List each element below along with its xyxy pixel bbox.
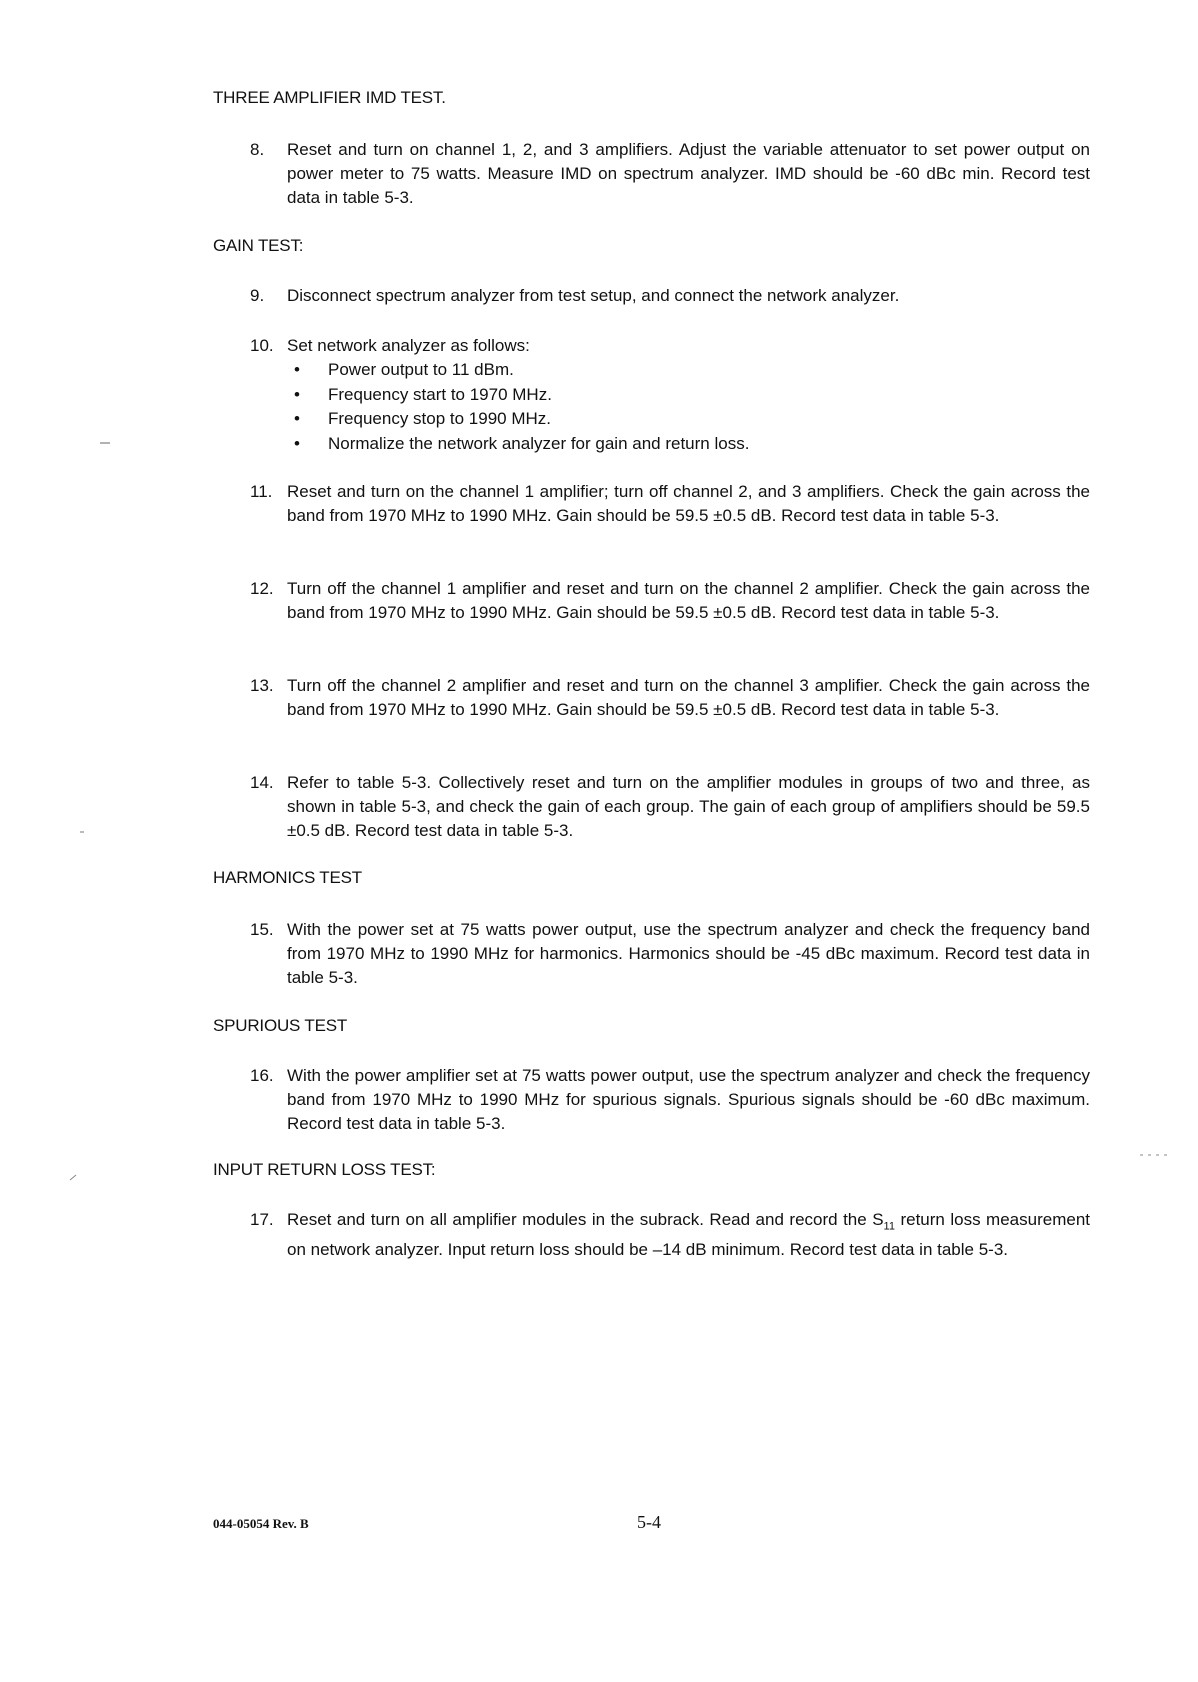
step-text: Turn off the channel 2 amplifier and reset and turn on the channel 3 amplifier. Check the gain across the band from 1970 MHz to 1990 MHz. Gain should be 59.5 ±0.5 dB. Record test data in table 5-3. <box>287 676 1090 719</box>
step-number: 16. <box>250 1066 274 1085</box>
section-heading-input-return-loss: INPUT RETURN LOSS TEST: <box>213 1160 436 1179</box>
document-number: 044-05054 Rev. B <box>213 1516 309 1531</box>
list-item: • Frequency start to 1970 MHz. <box>290 383 749 408</box>
step-text: Refer to table 5-3. Collectively reset and turn on the amplifier modules in groups of two and three, as shown in table 5-3, and check the gain of each group. The gain of each group of amplifiers should be 59.5 ±0.5 dB. Record test data in table 5-3. <box>287 773 1090 840</box>
page-number: 5-4 <box>637 1512 661 1532</box>
bullet-icon: • <box>294 433 300 453</box>
bullet-icon: • <box>294 384 300 404</box>
step-number: 9. <box>250 286 265 305</box>
step-text: Reset and turn on the channel 1 amplifier; turn off channel 2, and 3 amplifiers. Check the gain across the band from 1970 MHz to 1990 MHz. Gain should be 59.5 ±0.5 dB. Record test data in table 5-3. <box>287 482 1090 525</box>
step-number: 12. <box>250 579 274 598</box>
subscript: 11 <box>883 1220 895 1233</box>
bullet-icon: • <box>294 360 300 379</box>
step-number: 17. <box>250 1210 274 1229</box>
section-heading-imd: THREE AMPLIFIER IMD TEST. <box>213 88 446 107</box>
bullet-icon: • <box>294 409 300 428</box>
list-item: • Frequency stop to 1990 MHz. <box>290 407 749 432</box>
step-number: 15. <box>250 920 274 939</box>
step-number: 10. <box>250 336 274 355</box>
list-item: • Power output to 11 dBm. <box>290 358 749 383</box>
step-text: Reset and turn on channel 1, 2, and 3 amplifiers. Adjust the variable attenuator to set power output on power meter to 75 watts. Measure IMD on spectrum analyzer. IMD should be -60 dBc min. Record test data in table 5-3. <box>287 140 1090 207</box>
section-heading-harmonics: HARMONICS TEST <box>213 868 362 887</box>
step-text: With the power amplifier set at 75 watts power output, use the spectrum analyzer and check the frequency band from 1970 MHz to 1990 MHz for spurious signals. Spurious signals should be -60 dBc maximum. Record test data in table 5-3. <box>287 1066 1090 1133</box>
step-text: Set network analyzer as follows: <box>287 336 530 355</box>
step-text: Disconnect spectrum analyzer from test setup, and connect the network analyzer. <box>287 286 900 305</box>
step-number: 13. <box>250 676 274 695</box>
step-text: With the power set at 75 watts power output, use the spectrum analyzer and check the frequency band from 1970 MHz to 1990 MHz for harmonics. Harmonics should be -45 dBc maximum. Record test data in table 5-3. <box>287 920 1090 987</box>
step-text: Turn off the channel 1 amplifier and reset and turn on the channel 2 amplifier. Check the gain across the band from 1970 MHz to 1990 MHz. Gain should be 59.5 ±0.5 dB. Record test data in table 5-3. <box>287 579 1090 622</box>
section-heading-spurious: SPURIOUS TEST <box>213 1016 348 1035</box>
scan-speck <box>70 1175 76 1180</box>
list-item: • Normalize the network analyzer for gain and return loss. <box>290 432 749 457</box>
section-heading-gain: GAIN TEST: <box>213 236 304 255</box>
step-number: 11. <box>250 482 273 501</box>
step-number: 8. <box>250 140 265 159</box>
step-text: Reset and turn on all amplifier modules in the subrack. Read and record the $S_{11}$ return loss measurement on network analyzer. Input return loss should be –14 dB minimum. Record test data in table 5-3. <box>287 1210 1090 1260</box>
step-number: 14. <box>250 773 274 792</box>
